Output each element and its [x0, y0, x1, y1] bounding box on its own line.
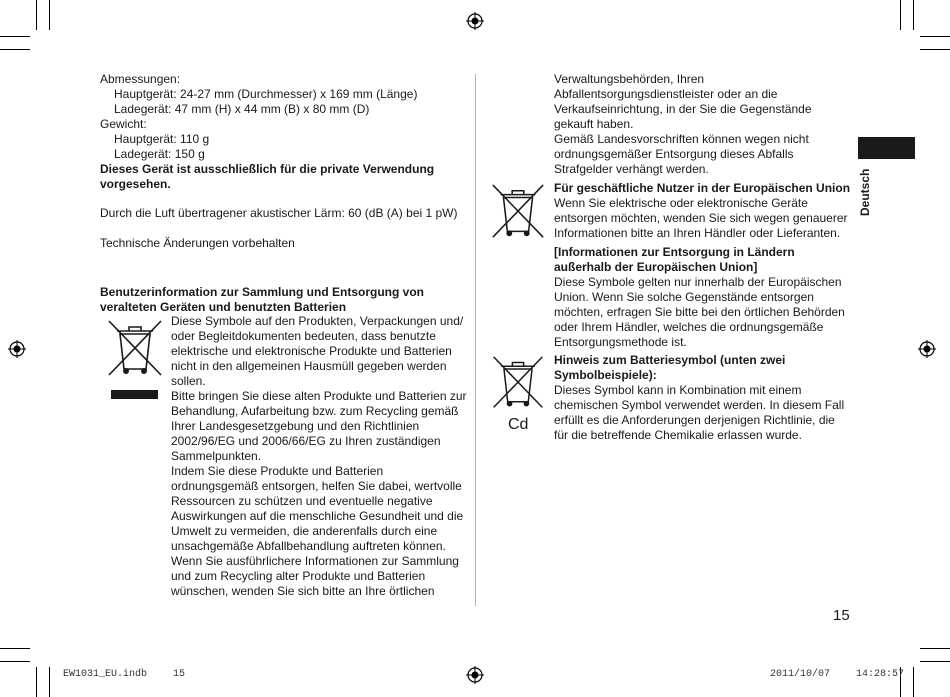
footer-filename: EW1031_EU.indb	[63, 669, 148, 680]
disposal-line: oder Begleitdokumenten bedeuten, dass benutzte	[171, 329, 436, 343]
registration-mark-icon	[466, 666, 484, 684]
crop-mark	[0, 648, 30, 649]
crop-mark	[0, 36, 30, 37]
business-block	[554, 181, 854, 241]
disposal-line: ordnungsgemäß entsorgen, helfen Sie dabei, wertvolle	[171, 479, 462, 493]
outside-eu-heading: außerhalb der Europäischen Union]	[554, 260, 758, 274]
crossed-out-wheelie-bin-icon	[489, 183, 547, 243]
disposal-heading	[100, 285, 424, 315]
disposal-line: 2002/96/EG und 2006/66/EG zu Ihren zuständigen	[171, 434, 441, 448]
disposal-line: wünschen, wenden Sie sich bitte an Ihre örtlichen	[171, 584, 435, 598]
disposal-line: Diese Symbole auf den Produkten, Verpackungen und/	[171, 314, 464, 328]
changes-text: Technische Änderungen vorbehalten	[100, 236, 295, 250]
disposal-line: und zum Recycling alter Produkte und Batterien	[171, 569, 426, 583]
disposal-line: Behandlung, Aufarbeitung bzw. zum Recycling gemäß	[171, 404, 459, 418]
changes-note	[100, 236, 295, 251]
spec-line: Abmessungen:	[100, 72, 181, 86]
registration-mark-icon	[466, 12, 484, 30]
footer-time: 14:28:57	[856, 669, 905, 680]
outside-eu-block	[554, 245, 854, 350]
continuation-line: Abfallentsorgungsdienstleister oder an die	[554, 87, 778, 101]
disposal-line: Ressourcen zu schützen und eventuelle negative	[171, 494, 433, 508]
outside-eu-line: Union. Wenn Sie solche Gegenstände entsorgen	[554, 290, 814, 304]
disposal-line: nicht in den allgemeinen Hausmüll gegeben werden	[171, 359, 447, 373]
continuation-line: Strafgelder verhängt werden.	[554, 162, 709, 176]
business-line: Wenn Sie elektrische oder elektronische Geräte	[554, 196, 808, 210]
disposal-line: unsachgemäße Abfallbehandlung auftreten können.	[171, 539, 446, 553]
disposal-line: Umwelt zu vermeiden, die anderenfalls durch eine	[171, 524, 438, 538]
crop-mark	[0, 661, 30, 662]
battery-line: für die betreffende Chemikalie erlassen wurde.	[554, 428, 802, 442]
registration-mark-icon	[8, 340, 26, 358]
crop-mark	[0, 49, 30, 50]
crop-mark	[36, 667, 37, 697]
continuation-line: ordnungsgemäßer Entsorgung dieses Abfalls	[554, 147, 794, 161]
battery-heading: Hinweis zum Batteriesymbol (unten zwei	[554, 353, 786, 367]
disposal-line: Ihrer Landesgesetzgebung und den Richtlinien	[171, 419, 420, 433]
disposal-heading-line: Benutzerinformation zur Sammlung und Entsorgung von	[100, 285, 424, 299]
crop-mark	[913, 667, 914, 697]
continuation-line: Verkaufseinrichtung, in der Sie die Gegenstände	[554, 102, 812, 116]
crop-mark	[920, 36, 950, 37]
business-line: Informationen bitte an Ihren Händler oder Lieferanten.	[554, 226, 841, 240]
noise-note	[100, 206, 458, 221]
separate-collection-bar	[111, 390, 158, 399]
battery-line: Dieses Symbol kann in Kombination mit einem	[554, 383, 802, 397]
crop-mark	[920, 49, 950, 50]
disposal-body	[171, 314, 471, 599]
specs-block	[100, 72, 470, 192]
battery-block	[554, 353, 854, 443]
noise-text: Durch die Luft übertragener akustischer Lärm: 60 (dB (A) bei 1 pW)	[100, 206, 458, 220]
disposal-line: Auswirkungen auf die menschliche Gesundheit und die	[171, 509, 464, 523]
disposal-line: sollen.	[171, 374, 206, 388]
page-number: 15	[833, 607, 850, 624]
footer-date: 2011/10/07	[770, 669, 831, 680]
crop-mark	[49, 0, 50, 30]
disposal-line: Wenn Sie ausführlichere Informationen zur Sammlung	[171, 554, 459, 568]
spec-line: Ladegerät: 150 g	[114, 147, 205, 161]
disposal-line: Bitte bringen Sie diese alten Produkte und Batterien zur	[171, 389, 467, 403]
outside-eu-line: oder Ihrem Händler, welches die ordnungsgemäße	[554, 320, 824, 334]
crossed-out-wheelie-bin-icon	[107, 319, 163, 381]
crop-mark	[36, 0, 37, 30]
disposal-heading-line: veralteten Geräten und benutzten Batterien	[100, 300, 347, 314]
spec-line: Gewicht:	[100, 117, 147, 131]
continuation-line: gekauft haben.	[554, 117, 634, 131]
language-tab-label: Deutsch	[858, 168, 872, 216]
private-use-note: vorgesehen.	[100, 177, 171, 191]
crop-mark	[913, 0, 914, 30]
business-heading: Für geschäftliche Nutzer in der Europäischen Union	[554, 181, 851, 195]
private-use-note: Dieses Gerät ist ausschließlich für die private Verwendung	[100, 162, 435, 176]
column-divider	[475, 74, 476, 606]
outside-eu-line: möchten, erfragen Sie bitte bei den örtlichen Behörden	[554, 305, 845, 319]
spec-line: Hauptgerät: 24-27 mm (Durchmesser) x 169 mm (Länge)	[114, 87, 418, 101]
disposal-line: Sammelpunkten.	[171, 449, 262, 463]
crossed-out-wheelie-bin-icon	[490, 355, 546, 413]
battery-heading: Symbolbeispiele):	[554, 368, 657, 382]
registration-mark-icon	[918, 340, 936, 358]
crop-mark	[920, 648, 950, 649]
crop-mark	[920, 661, 950, 662]
crop-mark	[49, 667, 50, 697]
battery-line: chemischen Symbol verwendet werden. In diesem Fall	[554, 398, 845, 412]
disposal-line: elektrische und elektronische Produkte und Batterien	[171, 344, 452, 358]
footer-timestamp	[770, 669, 904, 680]
outside-eu-heading: [Informationen zur Entsorgung in Ländern	[554, 245, 795, 259]
continuation-line: Verwaltungsbehörden, Ihren	[554, 72, 705, 86]
footer-page: 15	[173, 669, 186, 680]
spec-line: Ladegerät: 47 mm (H) x 44 mm (B) x 80 mm (D)	[114, 102, 370, 116]
disposal-line: Indem Sie diese Produkte und Batterien	[171, 464, 384, 478]
continuation-line: Gemäß Landesvorschriften können wegen nicht	[554, 132, 809, 146]
outside-eu-line: Diese Symbole gelten nur innerhalb der Europäischen	[554, 275, 842, 289]
business-line: entsorgen möchten, wenden Sie sich wegen genauerer	[554, 211, 848, 225]
cd-label: Cd	[508, 416, 529, 433]
language-tab	[858, 137, 915, 159]
spec-line: Hauptgerät: 110 g	[114, 132, 210, 146]
outside-eu-line: Entsorgungsmethode ist.	[554, 335, 687, 349]
footer-file	[63, 669, 185, 680]
continuation-block	[554, 72, 854, 177]
battery-line: erfüllt es die Anforderungen derjenigen Richtlinie, die	[554, 413, 835, 427]
crop-mark	[900, 0, 901, 30]
